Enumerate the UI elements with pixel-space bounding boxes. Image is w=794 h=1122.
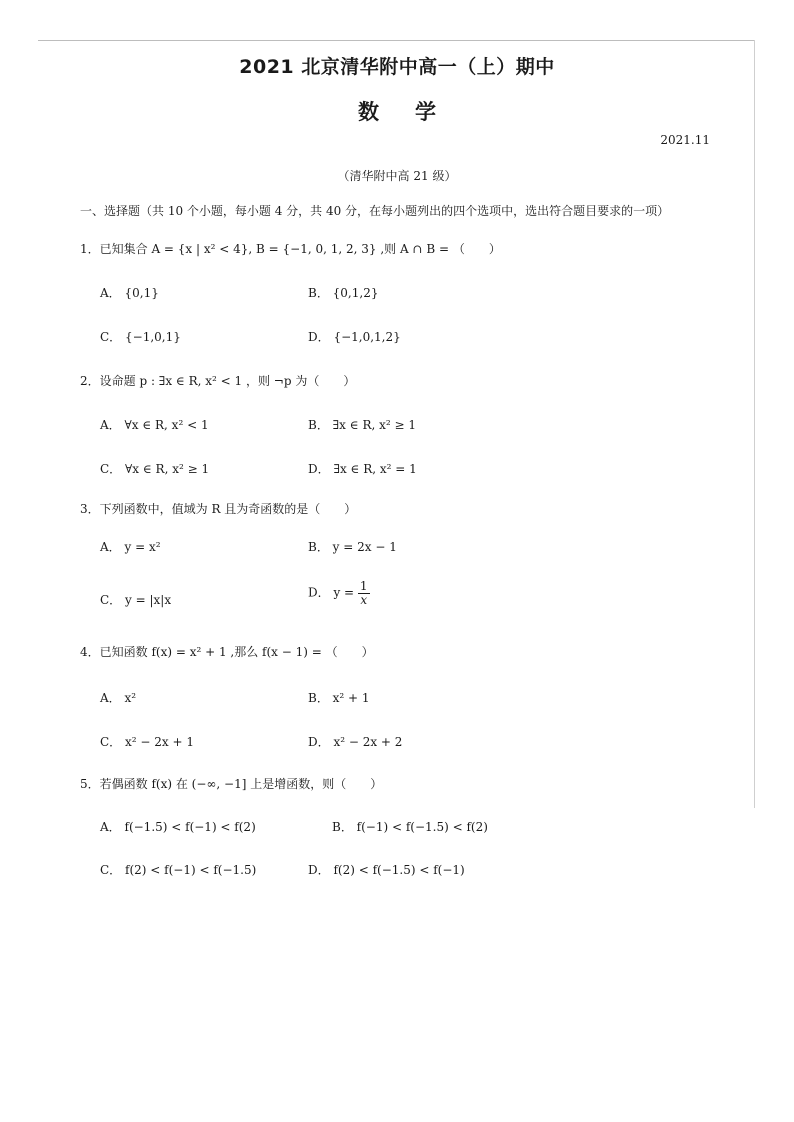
question-3-option-d [308, 580, 370, 606]
option-text: {0,1} [124, 286, 159, 300]
question-5-option-a [100, 818, 256, 835]
option-label: D． [308, 735, 330, 749]
option-label: D． [308, 462, 330, 476]
question-5-option-c [100, 861, 256, 878]
option-text: x² + 1 [332, 691, 370, 705]
question-1-option-a [100, 284, 159, 301]
fraction [358, 580, 370, 606]
question-5-stem: 5．若偶函数 f(x) 在 (−∞, −1] 上是增函数，则（ ） [80, 777, 383, 791]
option-text: x² − 2x + 2 [333, 735, 403, 749]
option-label: A． [100, 540, 121, 554]
right-border-line [754, 40, 755, 808]
grade-label: （清华附中高 21 级） [337, 169, 457, 183]
option-text: ∃x ∈ R, x² ≥ 1 [332, 418, 417, 432]
question-1-option-c [100, 328, 181, 345]
option-text: y = [333, 585, 358, 600]
exam-date: 2021.11 [660, 133, 710, 147]
option-label: C． [100, 735, 122, 749]
section-heading: 一、选择题（共 10 个小题，每小题 4 分，共 40 分，在每小题列出的四个选项中，选出符合题目要求的一项） [80, 204, 670, 218]
option-label: A． [100, 418, 121, 432]
option-label: B． [308, 540, 329, 554]
option-text: f(2) < f(−1) < f(−1.5) [125, 863, 257, 877]
option-text: ∀x ∈ R, x² ≥ 1 [125, 462, 210, 476]
question-2-option-c [100, 460, 209, 477]
option-text: y = 2x − 1 [332, 540, 397, 554]
question-3-option-a [100, 538, 161, 555]
option-label: A． [100, 286, 121, 300]
option-label: C． [100, 863, 122, 877]
question-3-option-b [308, 538, 397, 555]
option-label: D． [308, 330, 330, 344]
option-label: B． [308, 418, 329, 432]
option-label: D． [308, 585, 330, 600]
option-label: C． [100, 462, 122, 476]
question-2-stem: 2．设命题 p : ∃x ∈ R, x² < 1 ，则 ¬p 为（ ） [80, 374, 356, 388]
option-label: B． [308, 691, 329, 705]
question-3-option-c [100, 591, 171, 608]
option-label: A． [100, 691, 121, 705]
top-border-line [38, 40, 754, 41]
question-5-option-d [308, 861, 465, 878]
question-2-option-a [100, 416, 209, 433]
option-label: A． [100, 820, 121, 834]
fraction-numerator: 1 [359, 579, 368, 593]
question-4-option-c [100, 733, 194, 750]
exam-title: 2021 北京清华附中高一（上）期中 [239, 56, 555, 78]
option-text: f(−1.5) < f(−1) < f(2) [124, 820, 256, 834]
option-text: y = x² [124, 540, 161, 554]
fraction-denominator: x [360, 592, 368, 607]
question-2-option-b [308, 416, 416, 433]
subject-title: 数学 [358, 100, 472, 124]
question-4-option-a [100, 689, 136, 706]
option-text: x² − 2x + 1 [125, 735, 194, 749]
question-1-stem: 1．已知集合 A = {x | x² < 4}, B = {−1, 0, 1, 2, 3} ,则 A ∩ B = （ ） [80, 242, 501, 256]
option-text: {−1,0,1} [125, 330, 181, 344]
question-5-option-b [332, 818, 488, 835]
option-text: f(2) < f(−1.5) < f(−1) [333, 863, 465, 877]
option-text: ∃x ∈ R, x² = 1 [333, 462, 417, 476]
option-label: C． [100, 593, 122, 607]
question-1-option-d [308, 328, 401, 345]
option-text: {0,1,2} [332, 286, 379, 300]
question-2-option-d [308, 460, 417, 477]
option-label: D． [308, 863, 330, 877]
option-text: ∀x ∈ R, x² < 1 [124, 418, 209, 432]
question-3-stem: 3．下列函数中，值域为 R 且为奇函数的是（ ） [80, 502, 357, 516]
question-4-option-d [308, 733, 402, 750]
option-label: B． [332, 820, 353, 834]
option-text: x² [124, 691, 137, 705]
option-label: B． [308, 286, 329, 300]
question-4-stem: 4．已知函数 f(x) = x² + 1 ,那么 f(x − 1) = （ ） [80, 645, 374, 659]
option-text: {−1,0,1,2} [333, 330, 401, 344]
option-text: y = |x|x [125, 593, 172, 607]
question-1-option-b [308, 284, 378, 301]
question-4-option-b [308, 689, 370, 706]
option-label: C． [100, 330, 122, 344]
option-text: f(−1) < f(−1.5) < f(2) [356, 820, 488, 834]
